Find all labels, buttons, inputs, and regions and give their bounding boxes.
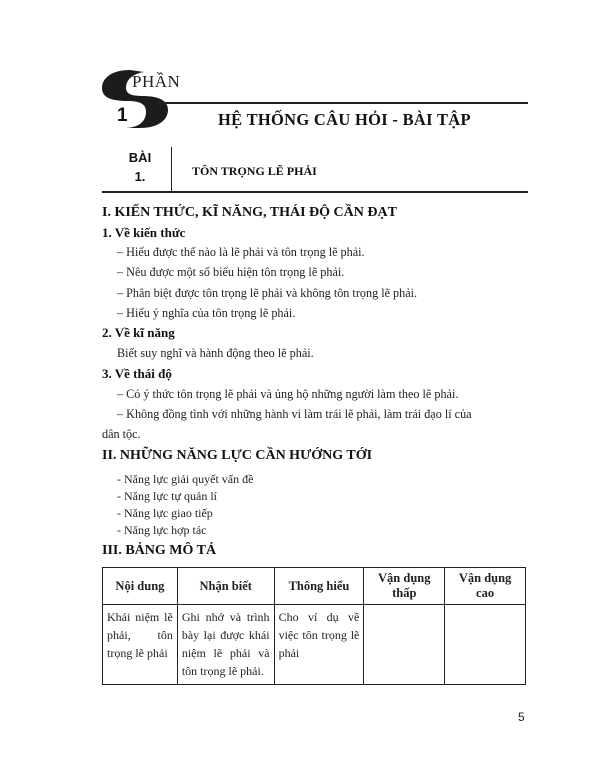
part-label: PHẦN (132, 72, 181, 91)
attitude-heading: 3. Về thái độ (102, 366, 172, 381)
table-cell (445, 605, 526, 685)
lesson-title: TÔN TRỌNG LẼ PHẢI (192, 164, 317, 178)
attitude-item-continued: dân tộc. (102, 427, 141, 441)
table-header-cell: Nội dung (103, 568, 178, 605)
competency-item: - Năng lực giao tiếp (117, 506, 213, 520)
part-title: HỆ THỐNG CÂU HỎI - BÀI TẬP (218, 110, 471, 129)
table-cell: Cho ví dụ về việc tôn trọng lẽ phải (274, 605, 364, 685)
skills-text: Biết suy nghĩ và hành động theo lẽ phải. (117, 346, 314, 360)
page-number: 5 (518, 710, 525, 724)
lesson-label-text: BÀI (128, 150, 152, 165)
lesson-divider (171, 147, 172, 192)
table-header-cell: Vận dụng thấp (364, 568, 445, 605)
section-2-heading: II. NHỮNG NĂNG LỰC CẦN HƯỚNG TỚI (102, 448, 373, 463)
table-row (103, 605, 526, 685)
knowledge-item: – Phân biệt được tôn trọng lẽ phải và không tôn trọng lẽ phải. (117, 286, 418, 300)
table-header-cell: Thông hiểu (274, 568, 364, 605)
table-header-cell: Nhận biết (177, 568, 274, 605)
table-cell (364, 605, 445, 685)
table-cell: Ghi nhớ và trình bày lại được khái niệm lẽ phải và tôn trọng lẽ phải. (177, 605, 274, 685)
table-cell: Khái niệm lẽ phải, tôn trọng lẽ phải (103, 605, 178, 685)
competency-item: - Năng lực giải quyết vấn đề (117, 472, 254, 486)
section-1-heading: I. KIẾN THỨC, KĨ NĂNG, THÁI ĐỘ CẦN ĐẠT (102, 205, 397, 220)
header-divider (156, 102, 528, 104)
knowledge-item: – Hiểu ý nghĩa của tôn trọng lẽ phải. (117, 306, 296, 320)
knowledge-item: – Hiểu được thế nào là lẽ phải và tôn trọng lẽ phải. (117, 245, 365, 259)
lesson-bottom-rule (102, 191, 528, 193)
competency-item: - Năng lực tự quản lí (117, 489, 217, 503)
description-table (102, 567, 526, 685)
attitude-item: – Không đồng tình với những hành vi làm trái lẽ phải, làm trái đạo lí của (117, 407, 472, 421)
attitude-item: – Có ý thức tôn trọng lẽ phải và ủng hộ những người làm theo lẽ phải. (117, 387, 459, 401)
section-3-heading: III. BẢNG MÔ TẢ (102, 543, 217, 558)
knowledge-heading: 1. Về kiến thức (102, 225, 186, 240)
knowledge-item: – Nêu được một số biểu hiện tôn trọng lẽ phải. (117, 265, 345, 279)
part-number: 1 (117, 105, 128, 126)
competency-item: - Năng lực hợp tác (117, 523, 207, 537)
table-header-row (103, 568, 526, 605)
lesson-label (112, 148, 168, 186)
lesson-number: 1. (134, 169, 146, 184)
table-header-cell: Vận dụng cao (445, 568, 526, 605)
skills-heading: 2. Về kĩ năng (102, 325, 175, 340)
